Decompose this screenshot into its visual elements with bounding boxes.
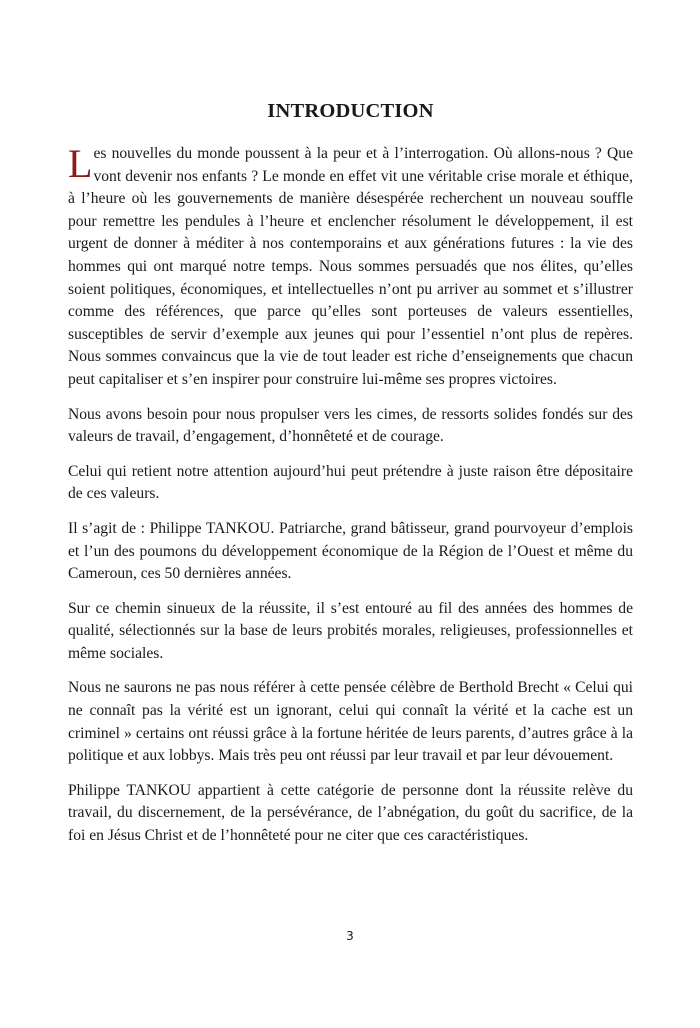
paragraph-7: Philippe TANKOU appartient à cette catégorie de personne dont la réussite relève du travail, du discernement, de la persévérance, de l’abnégation, du goût du sacrifice, de la foi en Jésus Christ et de l’honnêteté pour ne citer que ces caractéristiques.	[68, 781, 633, 845]
paragraph-2: Nous avons besoin pour nous propulser vers les cimes, de ressorts solides fondés sur des valeurs de travail, d’engagement, d’honnêteté et de courage.	[68, 405, 633, 446]
paragraph-5: Sur ce chemin sinueux de la réussite, il s’est entouré au fil des années des hommes de qualité, sélectionnés sur la base de leurs probités morales, religieuses, professionnelles et même sociales.	[68, 599, 633, 662]
paragraph-6: Nous ne saurons ne pas nous référer à cette pensée célèbre de Berthold Brecht « Celui qui ne connaît pas la vérité est un ignorant, celui qui connaît la vérité et la cache est un criminel » certains ont réussi grâce à la fortune héritée de leurs parents, d’autres grâce à la politique et aux lobbys. Mais très peu ont réussi par leur travail et par leur dévouement.	[68, 679, 633, 765]
drop-cap: L	[68, 141, 93, 186]
paragraph-4: Il s’agit de : Philippe TANKOU. Patriarche, grand bâtisseur, grand pourvoyeur d’emplois et l’un des poumons du développement économique de la Région de l’Ouest et même du Cameroun, ces 50 dernières années.	[68, 519, 633, 583]
page-number: 3	[346, 929, 354, 943]
page-title: INTRODUCTION	[267, 100, 434, 122]
paragraph-3: Celui qui retient notre attention aujourd’hui peut prétendre à juste raison être dépositaire de ces valeurs.	[68, 462, 633, 503]
document-page	[68, 100, 633, 860]
paragraph-1-text: es nouvelles du monde poussent à la peur et à l’interrogation. Où allons-nous ? Que vont devenir nos enfants ? Le monde en effet vit une véritable crise morale et éthique, à l’heure où les gouvernements de manière désespérée recherchent un nouveau souffle pour remettre les pendules à l’heure et enclencher résolument le développement, il est urgent de donner à méditer à nos contemporains et aux générations futures : la vie des hommes qui ont marqué notre temps. Nous sommes persuadés que nos élites, qu’elles soient politiques, économiques, et intellectuelles n’ont pu arriver au sommet et s’illustrer comme des références, que parce qu’elles sont porteuses de valeurs essentielles, susceptibles de servir d’exemple aux jeunes qui pour l’essentiel n’ont plus de repères. Nous sommes convaincus que la vie de tout leader est riche d’enseignements que chacun peut capitaliser et s’en inspirer pour construire lui-même ses propres victoires.	[68, 145, 633, 388]
paragraph-1	[68, 143, 633, 392]
